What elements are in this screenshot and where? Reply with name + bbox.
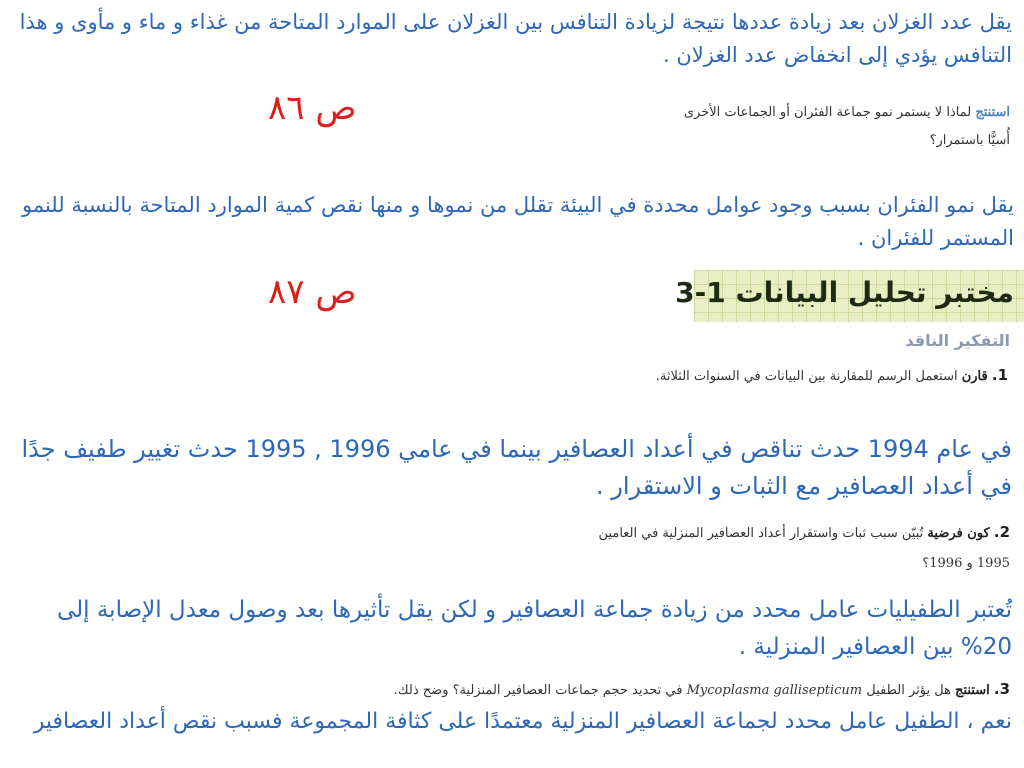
question-keyword: استنتج [955, 683, 990, 698]
page-reference-86: ص ٨٦ [268, 88, 357, 128]
data-analysis-lab-banner [675, 270, 1024, 322]
question-text: استعمل الرسم للمقارنة بين البيانات في السنوات الثلاثة. [655, 369, 958, 384]
question-2 [590, 517, 1010, 579]
answer-question-2: تُعتبر الطفيليات عامل محدد من زيادة جماعة العصافير و لكن يقل تأثيرها بعد وصول معدل الإصابة إلى 20% بين العصافير المنزلية . [56, 597, 1012, 660]
answer-deer-competition: يقل عدد الغزلان بعد زيادة عددها نتيجة لزيادة التنافس بين الغزلان على الموارد المتاحة من غذاء و ماء و مأوى و هذا التنافس يؤدي إلى انخفاض عدد الغزلان . [19, 10, 1012, 67]
page-reference-87: ص ٨٧ [268, 272, 357, 312]
question-keyword: قارن [961, 369, 988, 384]
question-text-after: في تحديد حجم جماعات العصافير المنزلية؟ وضح ذلك. [393, 683, 683, 698]
lab-title: مختبر تحليل البيانات 1-3 [675, 276, 1014, 309]
question-rodent-growth [680, 99, 1010, 155]
question-keyword: كون فرضية [927, 526, 990, 541]
question-number: 1. [991, 366, 1008, 384]
answer-rodent-growth: يقل نمو الفئران بسبب وجود عوامل محددة في البيئة تقلل من نموها و منها نقص كمية الموارد المتاحة بالنسبة للنمو المستمر للفئران . [21, 193, 1014, 250]
question-3 [310, 677, 1010, 703]
species-name: Mycoplasma gallisepticum [686, 683, 863, 698]
question-number: 3. [993, 680, 1010, 698]
question-number: 2. [993, 523, 1010, 541]
question-text: تُبيّن سبب ثبات واستقرار أعداد العصافير المنزلية في العامين 1995 و 1996؟ [598, 526, 1010, 571]
question-1 [588, 364, 1008, 388]
critical-thinking-heading: التفكير الناقد [905, 331, 1010, 350]
question-text: لماذا لا يستمر نمو جماعة الفئران أو الجماعات الأخرى أُسيًّا باستمرار؟ [683, 105, 1010, 148]
question-keyword: استنتج [975, 105, 1010, 120]
answer-question-3: نعم ، الطفيل عامل محدد لجماعة العصافير المنزلية معتمدًا على كثافة المجموعة فسبب نقص أعداد العصافير [33, 709, 1012, 734]
answer-question-1: في عام 1994 حدث تناقص في أعداد العصافير بينما في عامي 1996 , 1995 حدث تغيير طفيف جدًا في أعداد العصافير مع الثبات و الاستقرار . [21, 435, 1012, 500]
question-text-before: هل يؤثر الطفيل [866, 683, 951, 698]
